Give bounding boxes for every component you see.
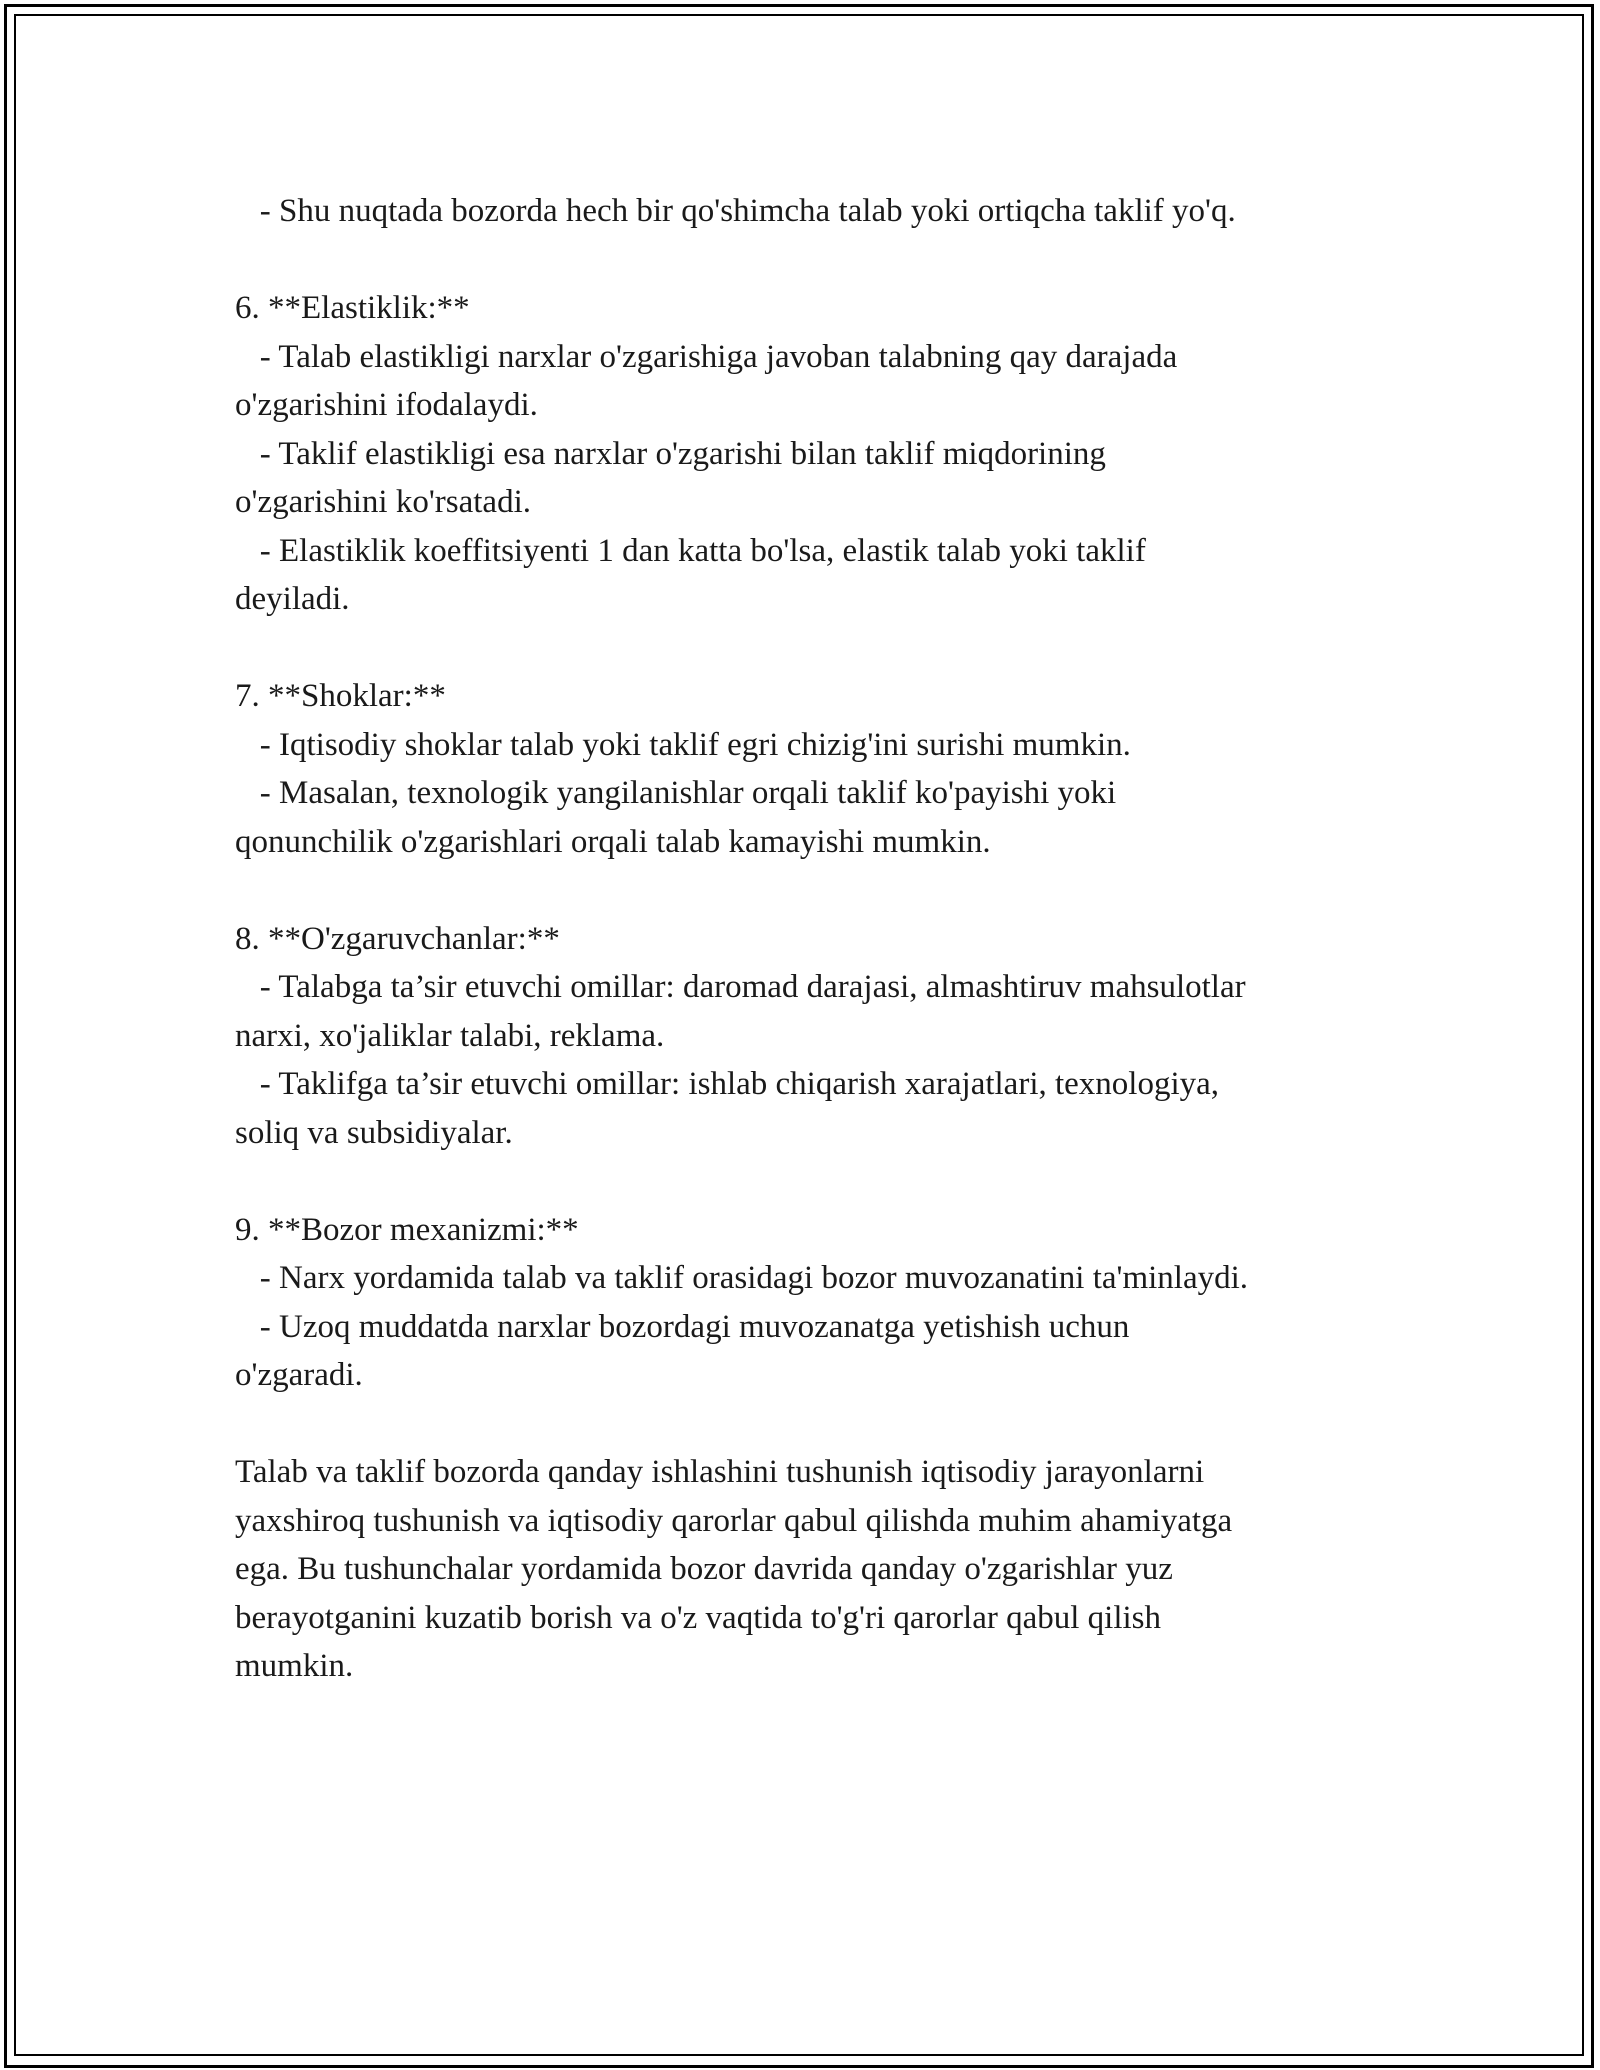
section-line: - Talabga ta’sir etuvchi omillar: daromad darajasi, almashtiruv mahsulotlar — [235, 969, 1246, 1005]
section-line: o'zgaradi. — [235, 1357, 363, 1393]
section-line: soliq va subsidiyalar. — [235, 1114, 513, 1151]
section-heading: 7. **Shoklar:** — [235, 678, 446, 714]
section-elasticity — [235, 284, 1375, 624]
document-body — [235, 187, 1375, 1691]
conclusion-line: ega. Bu tushunchalar yordamida bozor davrida qanday o'zgarishlar yuz — [235, 1551, 1173, 1587]
section-line: - Uzoq muddatda narxlar bozordagi muvozanatga yetishish uchun — [235, 1308, 1130, 1345]
conclusion-line: berayotganini kuzatib borish va o'z vaqtida to'g'ri qarorlar qabul qilish — [235, 1599, 1161, 1636]
spacer — [235, 1400, 1375, 1449]
conclusion-line: Talab va taklif bozorda qanday ishlashini tushunish iqtisodiy jarayonlarni — [235, 1454, 1205, 1490]
section-line: - Narx yordamida talab va taklif orasidagi bozor muvozanatini ta'minlaydi. — [235, 1260, 1249, 1296]
section-line: deyiladi. — [235, 581, 350, 617]
section-line: - Talab elastikligi narxlar o'zgarishiga javoban talabning qay darajada — [235, 338, 1178, 375]
section-line: narxi, xo'jaliklar talabi, reklama. — [235, 1017, 665, 1054]
section-line: - Masalan, texnologik yangilanishlar orqali taklif ko'payishi yoki — [235, 775, 1117, 811]
section-line: - Taklif elastikligi esa narxlar o'zgarishi bilan taklif miqdorining — [235, 435, 1106, 472]
section-heading: 8. **O'zgaruvchanlar:** — [235, 920, 560, 957]
intro-line: - Shu nuqtada bozorda hech bir qo'shimcha talab yoki ortiqcha taklif yo'q. — [235, 193, 1236, 229]
section-line: - Taklifga ta’sir etuvchi omillar: ishlab chiqarish xarajatlari, texnologiya, — [235, 1066, 1220, 1102]
spacer — [235, 624, 1375, 673]
section-market-mechanism — [235, 1206, 1375, 1400]
section-line: qonunchilik o'zgarishlari orqali talab kamayishi mumkin. — [235, 823, 991, 860]
section-heading: 6. **Elastiklik:** — [235, 290, 470, 326]
section-line: o'zgarishini ifodalaydi. — [235, 387, 538, 423]
section-variables — [235, 915, 1375, 1158]
section-heading: 9. **Bozor mexanizmi:** — [235, 1211, 579, 1248]
spacer — [235, 236, 1375, 285]
spacer — [235, 1157, 1375, 1206]
section-line: - Elastiklik koeffitsiyenti 1 dan katta bo'lsa, elastik talab yoki taklif — [235, 532, 1146, 569]
conclusion-paragraph — [235, 1448, 1375, 1691]
section-line: o'zgarishini ko'rsatadi. — [235, 484, 531, 520]
section-shocks — [235, 672, 1375, 866]
conclusion-line: mumkin. — [235, 1648, 354, 1684]
section-line: - Iqtisodiy shoklar talab yoki taklif egri chizig'ini surishi mumkin. — [235, 726, 1131, 763]
spacer — [235, 866, 1375, 915]
conclusion-line: yaxshiroq tushunish va iqtisodiy qarorlar qabul qilishda muhim ahamiyatga — [235, 1502, 1233, 1539]
